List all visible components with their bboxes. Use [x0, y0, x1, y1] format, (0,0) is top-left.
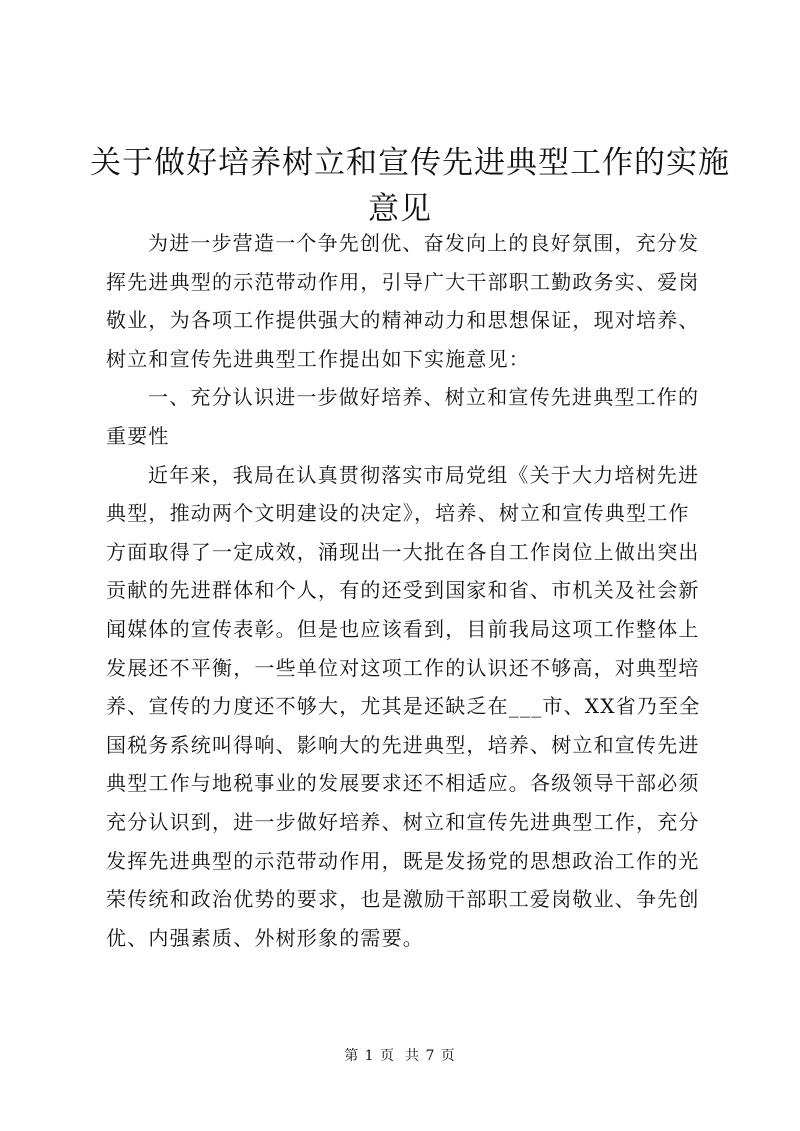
body-line: 典型工作与地税事业的发展要求还不相适应。各级领导干部必须: [106, 771, 700, 796]
body-line: 典型，推动两个文明建设的决定》，培养、树立和宣传典型工作: [106, 501, 690, 526]
page-footer: [0, 1046, 800, 1066]
body-line: 国税务系统叫得响、影响大的先进典型，培养、树立和宣传先进: [106, 732, 700, 757]
body-line: 为进一步营造一个争先创优、奋发向上的良好氛围，充分发: [148, 231, 700, 255]
body-line: 闻媒体的宣传表彰。但是也应该看到，目前我局这项工作整体上: [106, 616, 700, 641]
page-number-label: 第 1 页: [344, 1048, 395, 1064]
document-title: [90, 140, 730, 232]
body-line: 方面取得了一定成效，涌现出一大批在各自工作岗位上做出突出: [106, 539, 700, 564]
document-body: [106, 224, 706, 957]
body-line: 发挥先进典型的示范带动作用，既是发扬党的思想政治工作的光: [106, 848, 700, 873]
section-heading-line: 重要性: [106, 423, 170, 448]
body-line: 荣传统和政治优势的要求，也是激励干部职工爱岗敬业、争先创: [106, 887, 700, 912]
title-line-1: 关于做好培养树立和宣传先进典型工作的实施: [90, 145, 730, 181]
body-line: 养、宣传的力度还不够大，尤其是还缺乏在___市、XX省乃至全: [106, 694, 701, 719]
body-line: 贡献的先进群体和个人，有的还受到国家和省、市机关及社会新: [106, 578, 700, 603]
body-line: 近年来，我局在认真贯彻落实市局党组《关于大力培树先进: [148, 462, 700, 487]
body-line: 充分认识到，进一步做好培养、树立和宣传先进典型工作，充分: [106, 809, 700, 834]
body-line: 树立和宣传先进典型工作提出如下实施意见：: [106, 346, 530, 371]
body-line: 挥先进典型的示范带动作用，引导广大干部职工勤政务实、爱岗: [106, 269, 700, 294]
total-pages-label: 共 7 页: [405, 1048, 456, 1064]
title-line-2: 意见: [368, 191, 432, 227]
body-line: 发展还不平衡，一些单位对这项工作的认识还不够高，对典型培: [106, 655, 700, 680]
section-heading-line: 一、充分认识进一步做好培养、树立和宣传先进典型工作的: [148, 385, 700, 410]
body-line: 敬业，为各项工作提供强大的精神动力和思想保证，现对培养、: [106, 308, 700, 333]
body-line: 优、内强素质、外树形象的需要。: [106, 925, 424, 950]
